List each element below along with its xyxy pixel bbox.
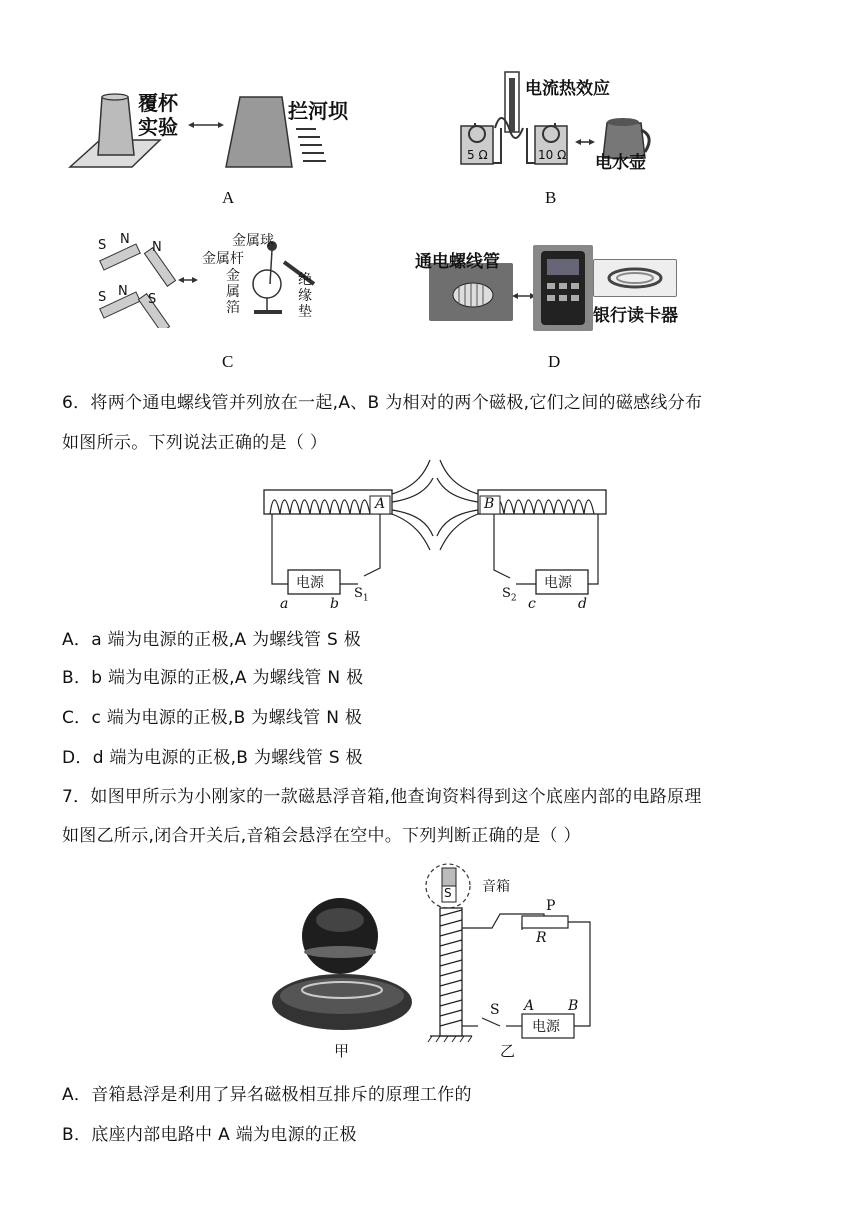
switch-s2-label: $S_2$ bbox=[502, 586, 517, 604]
figure-5a bbox=[60, 85, 380, 180]
label-c-s3: S bbox=[148, 292, 157, 307]
power-source-left: 电源 bbox=[296, 575, 324, 591]
q6-stem-line2: 如图所示。下列说法正确的是（ ） bbox=[62, 433, 328, 453]
label-metal-foil: 金 属 箔 bbox=[226, 268, 240, 316]
label-terminal-b: B bbox=[568, 998, 579, 1014]
label-jia: 甲 bbox=[334, 1042, 350, 1060]
terminal-c-label: c bbox=[528, 596, 536, 612]
label-c-n2: N bbox=[152, 240, 162, 255]
label-speaker-s-pole: S bbox=[444, 886, 452, 900]
label-c-n1: N bbox=[120, 232, 130, 247]
label-solenoid: 通电螺线管 bbox=[415, 252, 500, 272]
label-c-s1: S bbox=[98, 238, 107, 253]
label-insulating-pad: 绝 缘 垫 bbox=[298, 272, 312, 320]
label-c-n3: N bbox=[118, 284, 128, 299]
terminal-a-label: a bbox=[280, 596, 289, 612]
label-cup-experiment: 覆杯 bbox=[138, 91, 178, 115]
label-card-reader: 银行读卡器 bbox=[593, 306, 678, 326]
q6-option-c[interactable]: C．c 端为电源的正极,B 为螺线管 N 极 bbox=[62, 708, 363, 728]
figure-5b bbox=[455, 68, 685, 173]
label-metal-ball: 金属球 bbox=[232, 233, 274, 249]
terminal-b-label: b bbox=[330, 596, 339, 612]
q7-option-b[interactable]: B．底座内部电路中 A 端为电源的正极 bbox=[62, 1125, 357, 1145]
pole-b-label: B bbox=[484, 496, 495, 512]
label-terminal-a: A bbox=[524, 998, 535, 1014]
switch-s1-label: $S_1$ bbox=[354, 586, 369, 604]
q7-stem-line1: 7．如图甲所示为小刚家的一款磁悬浮音箱,他查询资料得到这个底座内部的电路原理 bbox=[62, 787, 702, 807]
card-coil-photo bbox=[593, 259, 677, 297]
label-10-ohm: 10 Ω bbox=[538, 148, 567, 162]
label-switch-s: S bbox=[490, 1002, 500, 1018]
caption-a: A bbox=[222, 188, 235, 207]
caption-b: B bbox=[545, 188, 557, 207]
terminal-d-label: d bbox=[578, 596, 587, 612]
card-reader-photo bbox=[533, 245, 593, 331]
figure-5c bbox=[92, 228, 322, 328]
label-5-ohm: 5 Ω bbox=[467, 148, 488, 162]
label-speaker: 音箱 bbox=[482, 879, 510, 895]
q7-option-a[interactable]: A．音箱悬浮是利用了异名磁极相互排斥的原理工作的 bbox=[62, 1085, 472, 1105]
label-power-source: 电源 bbox=[532, 1019, 560, 1035]
caption-d: D bbox=[548, 352, 561, 371]
q7-stem-line2: 如图乙所示,闭合开关后,音箱会悬浮在空中。下列判断正确的是（ ） bbox=[62, 826, 581, 846]
label-yi: 乙 bbox=[500, 1042, 516, 1060]
label-dam: 拦河坝 bbox=[288, 99, 348, 123]
label-heat-effect: 电流热效应 bbox=[525, 79, 610, 99]
figure-5d bbox=[415, 245, 680, 335]
label-cup-experiment-2: 实验 bbox=[138, 115, 178, 139]
label-slider-p: P bbox=[546, 898, 556, 914]
label-kettle: 电水壶 bbox=[595, 153, 646, 173]
q6-option-a[interactable]: A．a 端为电源的正极,A 为螺线管 S 极 bbox=[62, 630, 362, 650]
q7-figure-jia bbox=[270, 890, 415, 1060]
levitating-speaker-photo bbox=[270, 890, 415, 1040]
q6-figure bbox=[258, 458, 608, 613]
q6-stem-line1: 6．将两个通电螺线管并列放在一起,A、B 为相对的两个磁极,它们之间的磁感线分布 bbox=[62, 393, 703, 413]
label-c-s2: S bbox=[98, 290, 107, 305]
q6-option-b[interactable]: B．b 端为电源的正极,A 为螺线管 N 极 bbox=[62, 668, 364, 688]
q7-figure-yi bbox=[422, 856, 612, 1060]
pole-a-label: A bbox=[375, 496, 386, 512]
q6-option-d[interactable]: D．d 端为电源的正极,B 为螺线管 S 极 bbox=[62, 748, 363, 768]
caption-c: C bbox=[222, 352, 234, 371]
power-source-right: 电源 bbox=[544, 575, 572, 591]
label-resistor-r: R bbox=[536, 930, 547, 946]
label-metal-rod: 金属杆 bbox=[202, 251, 244, 267]
